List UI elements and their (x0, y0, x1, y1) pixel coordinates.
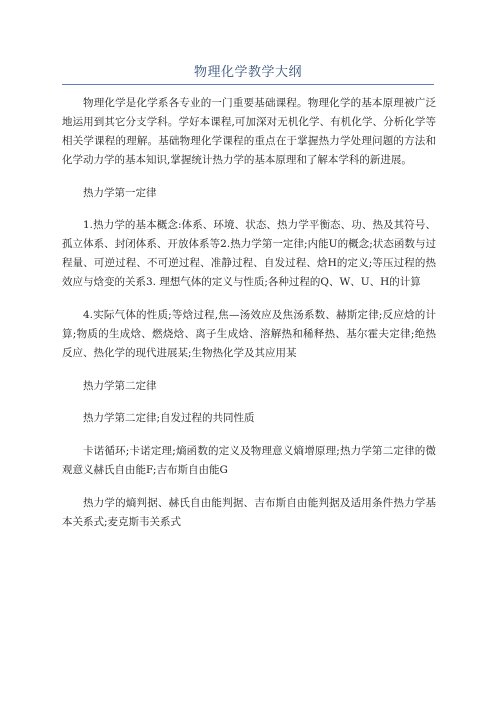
paragraph-carnot: 卡诺循环;卡诺定理;熵函数的定义及物理意义熵增原理;热力学第二定律的微观意义赫氏自由能F;吉布斯自由能G (62, 445, 436, 476)
section-heading-second-law: 热力学第二定律 (83, 380, 157, 392)
intro-paragraph: 物理化学是化学系各专业的一门重要基础课程。物理化学的基本原理被广泛地运用到其它分支学科。学好本课程,可加深对无机化学、有机化学、分析化学等相关学课程的理解。基础物理化学课程的重点在于掌握热力学处理问题的方法和化学动力学的基本知识,掌握统计热力学的基本原理和了解本学科的新进展。 (62, 97, 436, 166)
title-divider (62, 84, 434, 85)
paragraph-criteria: 热力学的熵判据、赫氏自由能判据、吉布斯自由能判据及适用条件热力学基本关系式;麦克斯韦关系式 (62, 497, 436, 528)
paragraph-second-law-intro: 热力学第二定律;自发过程的共同性质 (83, 412, 255, 424)
document-title: 物理化学教学大纲 (193, 65, 302, 80)
section-heading-first-law: 热力学第一定律 (83, 187, 157, 199)
paragraph-basic-concepts: 1.热力学的基本概念:体系、环境、状态、热力学平衡态、功、热及其符号、孤立体系、封闭体系、开放体系等2.热力学第一定律;内能U的概念;状态函数与过程量、可逆过程、不可逆过程、准静过程、自发过程、焓H的定义;等压过程的热效应与焓变的关系3. 理想气体的定义与性质;各种过程的Q、W、U、H的计算 (62, 219, 436, 288)
document-body (62, 94, 436, 546)
paragraph-real-gas: 4.实际气体的性质;等焓过程,焦—汤效应及焦汤系数、赫斯定律;反应焓的计算;物质的生成焓、燃烧焓、离子生成焓、溶解热和稀释热、基尔霍夫定律;绝热反应、热化学的现代进展某;生物热化学及其应用某 (62, 309, 436, 359)
